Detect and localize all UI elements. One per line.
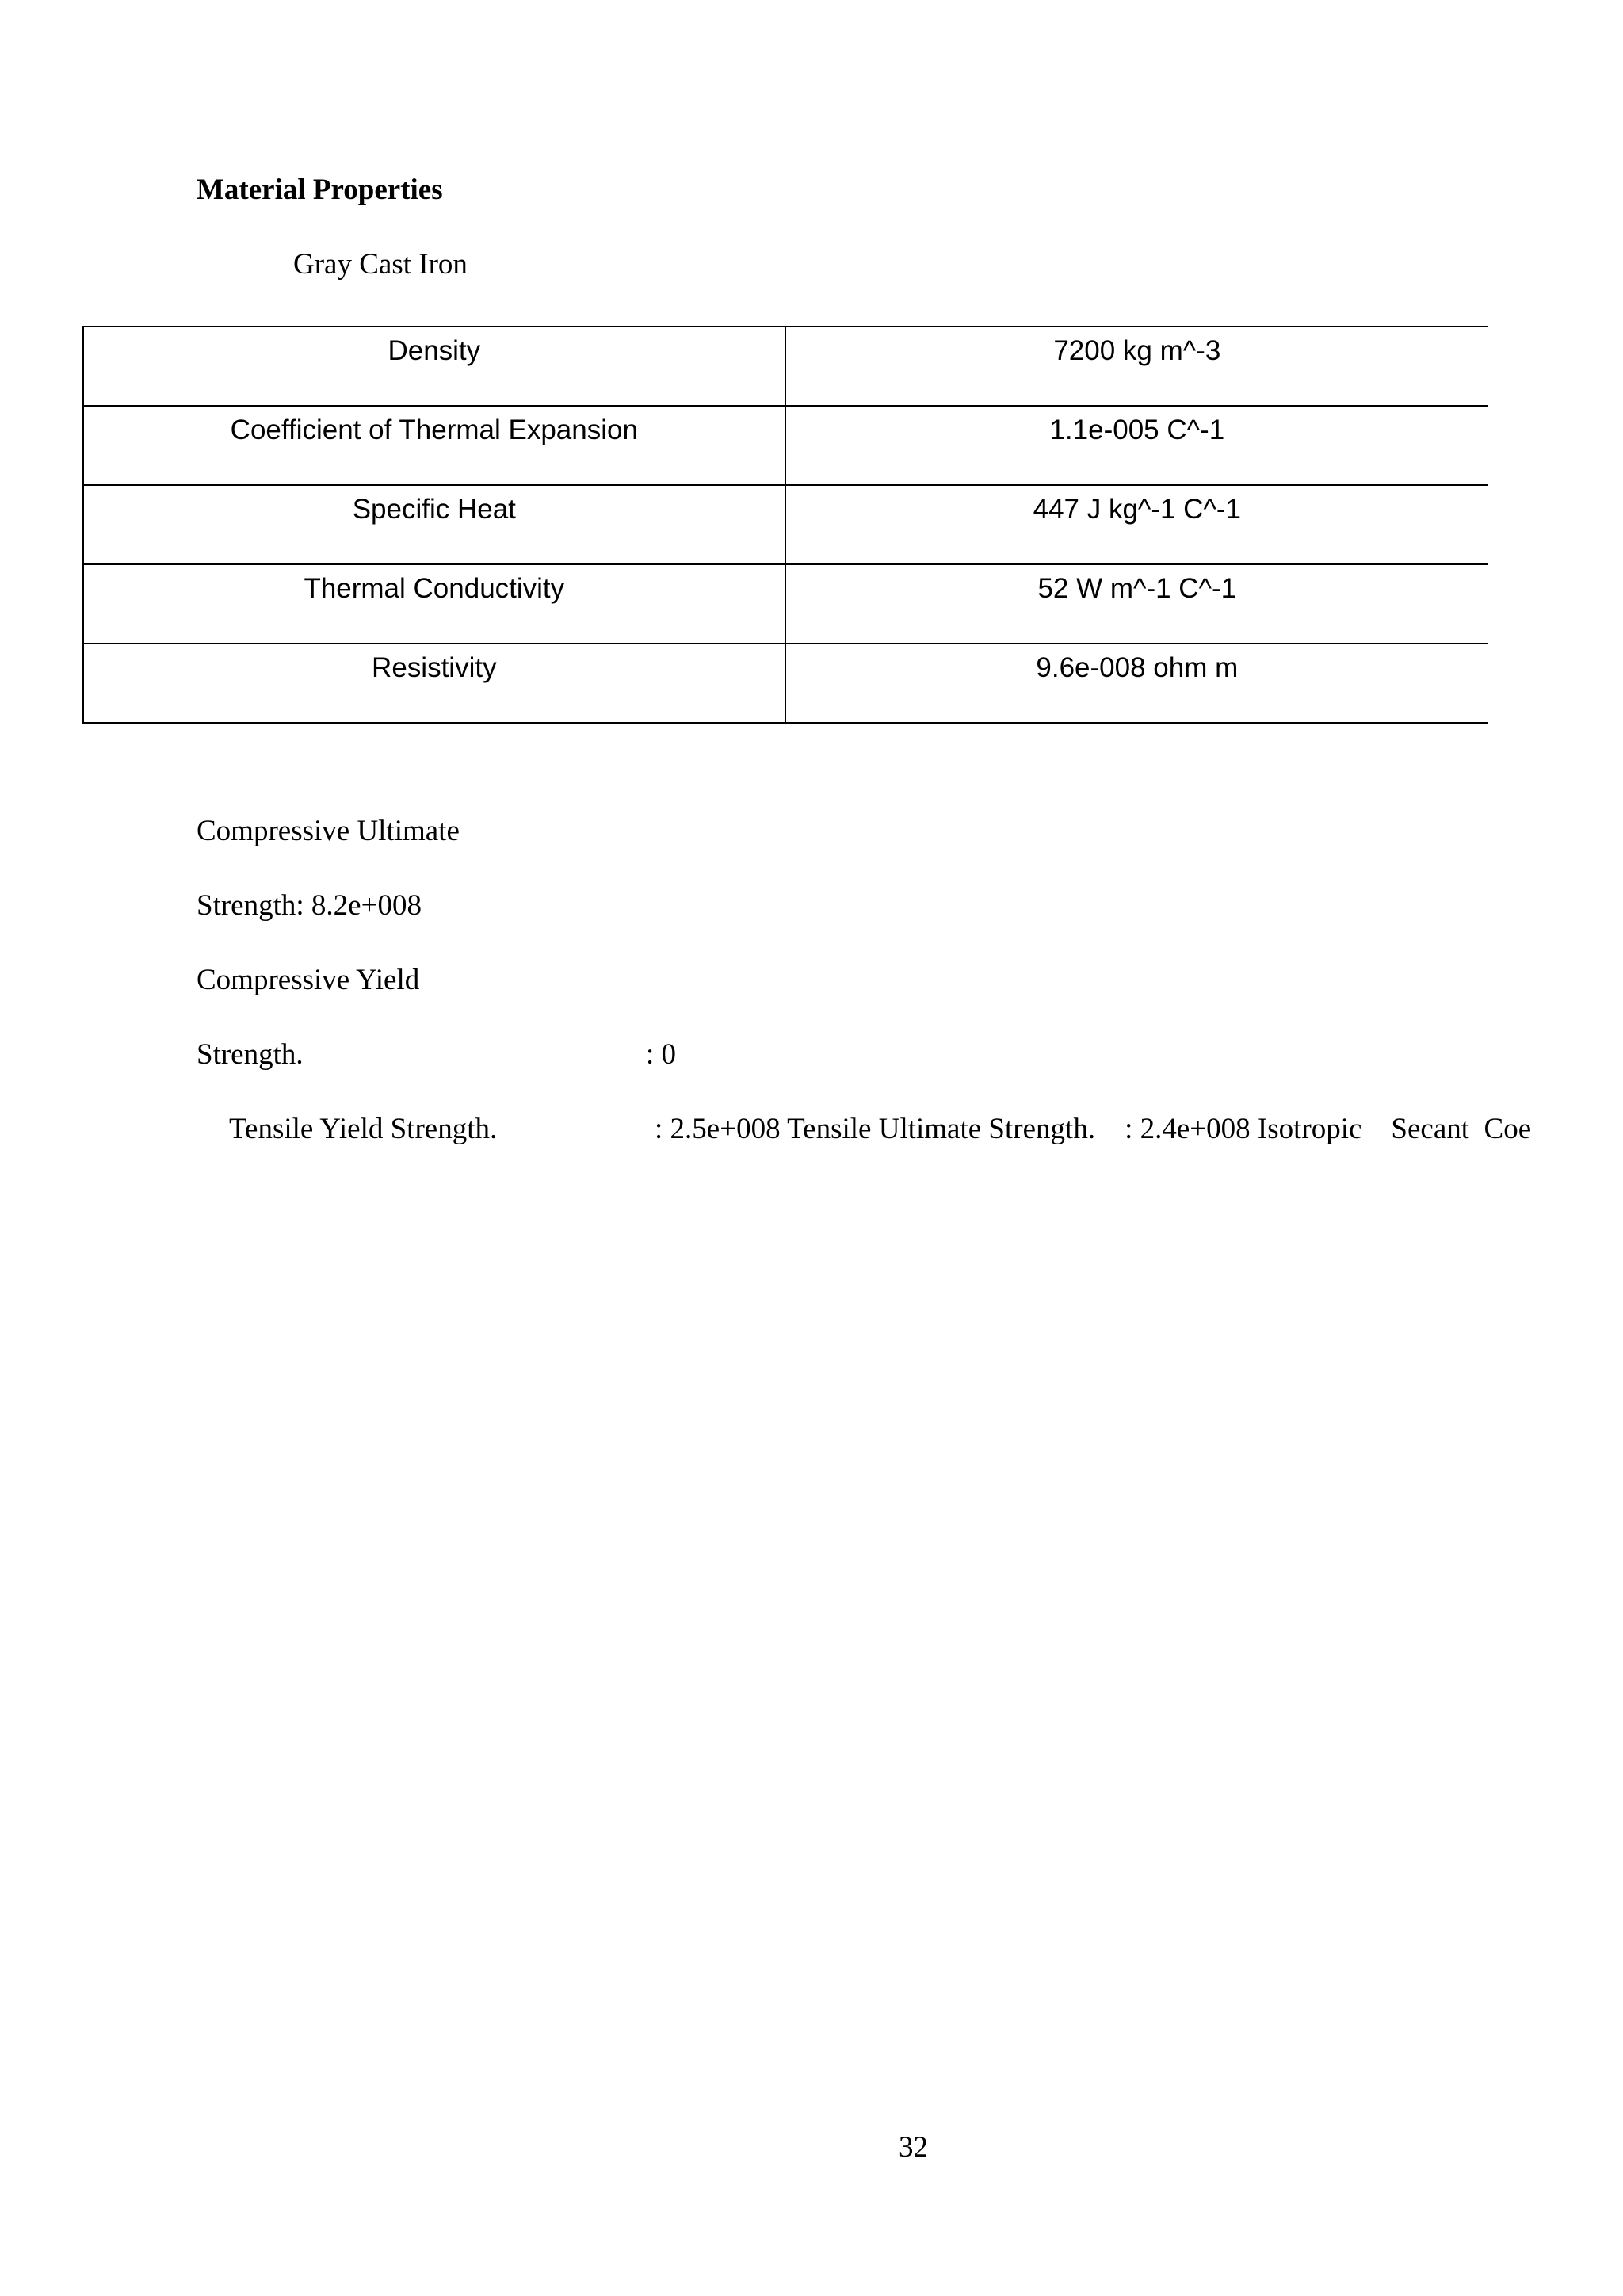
section-heading: Material Properties <box>197 174 443 206</box>
property-name: Density <box>83 327 785 406</box>
material-name: Gray Cast Iron <box>293 248 468 281</box>
compressive-yield-strength-label: Strength. <box>197 1038 304 1071</box>
property-value: 7200 kg m^-3 <box>785 327 1488 406</box>
property-value: 52 W m^-1 C^-1 <box>785 564 1488 644</box>
property-name: Thermal Conductivity <box>83 564 785 644</box>
table-row <box>83 406 1488 485</box>
table-row <box>83 327 1488 406</box>
compressive-yield-label: Compressive Yield <box>197 964 420 996</box>
compressive-ultimate-label: Compressive Ultimate <box>197 815 460 847</box>
property-name: Coefficient of Thermal Expansion <box>83 406 785 485</box>
compressive-yield-strength-value: : 0 <box>646 1038 677 1071</box>
tensile-yield-label: Tensile Yield Strength. <box>229 1113 498 1145</box>
property-name: Resistivity <box>83 644 785 723</box>
page-number: 32 <box>899 2131 928 2164</box>
compressive-ultimate-strength: Strength: 8.2e+008 <box>197 889 422 922</box>
table-row <box>83 644 1488 723</box>
table-row <box>83 485 1488 564</box>
property-value: 1.1e-005 C^-1 <box>785 406 1488 485</box>
property-name: Specific Heat <box>83 485 785 564</box>
property-value: 9.6e-008 ohm m <box>785 644 1488 723</box>
property-value: 447 J kg^-1 C^-1 <box>785 485 1488 564</box>
table-row <box>83 564 1488 644</box>
tensile-strength-line: : 2.5e+008 Tensile Ultimate Strength. : 2.4e+008 Isotropic Secant Coe <box>655 1113 1532 1145</box>
material-properties-table <box>82 326 1488 724</box>
